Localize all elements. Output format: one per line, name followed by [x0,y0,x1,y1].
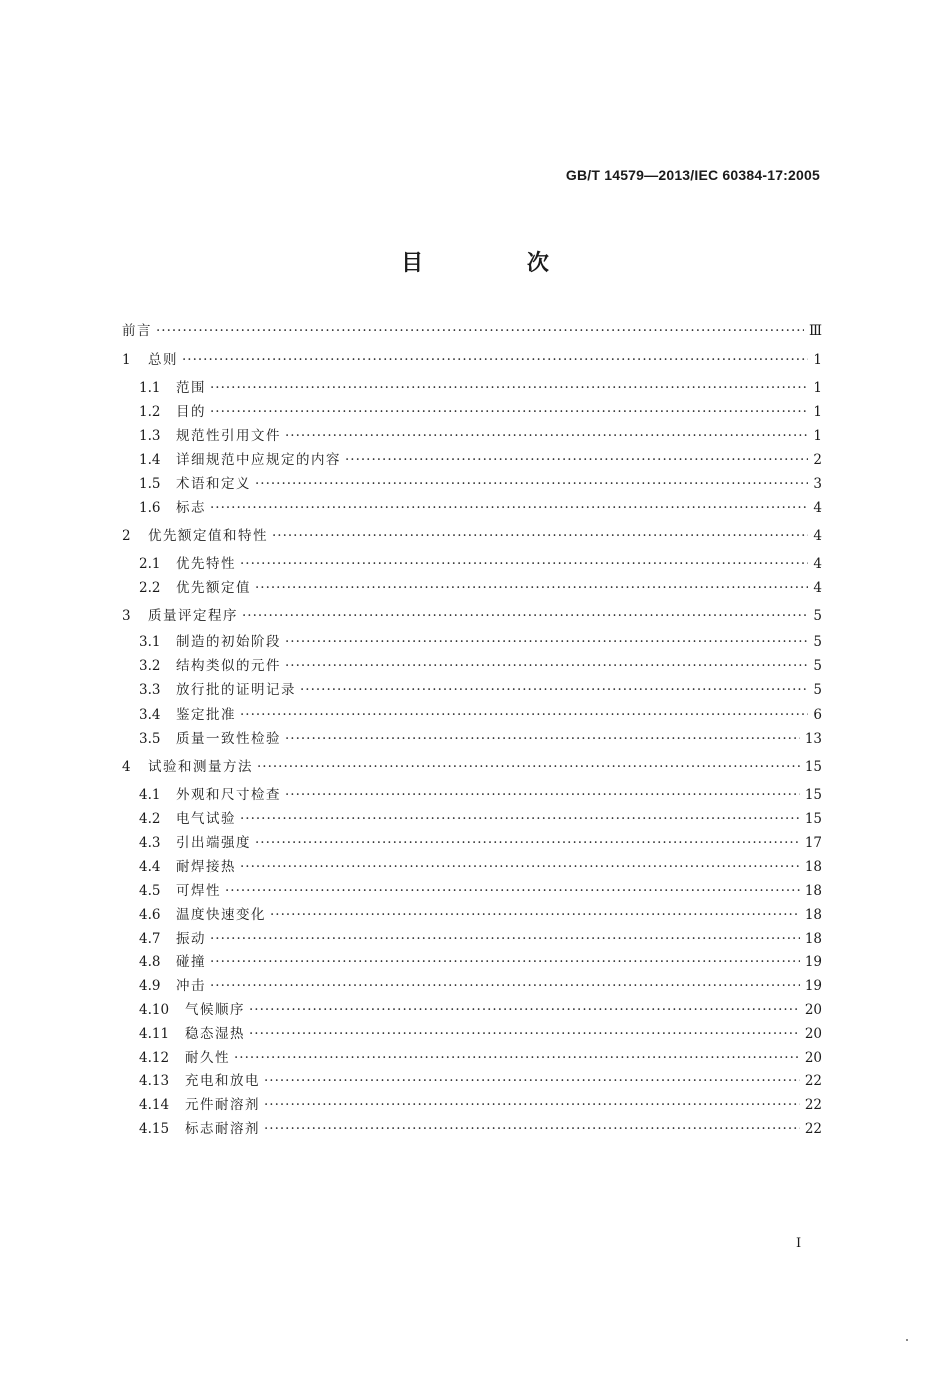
toc-leader-dots [210,976,800,996]
toc-entry-page: 1 [810,426,822,446]
toc-entry [0,426,950,446]
toc-entry [0,952,950,972]
toc-entry-label: 总则 [148,350,182,370]
toc-entry-page: 4 [810,554,822,574]
toc-entry-number: 4.15 [139,1121,170,1137]
toc-leader-dots [210,378,808,398]
toc-entry [0,402,950,422]
toc-entry-number: 4.4 [139,859,161,875]
toc-entry [0,905,950,925]
toc-entry-number: 1.6 [139,500,161,516]
toc-leader-dots [264,1071,800,1091]
toc-entry-number: 3.3 [139,682,161,698]
toc-leader-dots [255,474,808,494]
toc-entry-page: Ⅲ [806,321,822,341]
toc-entry-label: 详细规范中应规定的内容 [176,450,345,470]
toc-entry [0,321,950,341]
toc-leader-dots [345,450,808,470]
toc-leader-dots [210,498,808,518]
toc-leader-dots [182,350,808,370]
toc-entry-label: 前言 [122,321,156,341]
toc-entry-page: 5 [810,680,822,700]
toc-entry-label: 碰撞 [176,952,210,972]
toc-entry-label: 结构类似的元件 [176,656,285,676]
toc-entry-number: 3.5 [139,731,161,747]
toc-entry [0,785,950,805]
toc-entry-page: 2 [810,450,822,470]
toc-leader-dots [225,881,800,901]
toc-entry-label: 引出端强度 [176,833,255,853]
toc-leader-dots [285,426,808,446]
toc-entry-label: 稳态湿热 [185,1024,249,1044]
toc-leader-dots [240,705,808,725]
toc-entry-label: 冲击 [176,976,210,996]
toc-entry-number: 4.13 [139,1073,170,1089]
toc-entry-label: 气候顺序 [185,1000,249,1020]
toc-entry-number: 3.4 [139,707,161,723]
toc-leader-dots [255,833,800,853]
toc-entry-number: 4.5 [139,883,161,899]
toc-entry-number: 4.11 [139,1026,170,1042]
toc-entry-number: 2.2 [139,580,161,596]
toc-entry [0,656,950,676]
toc-entry [0,809,950,829]
toc-entry-number: 4.14 [139,1097,170,1113]
toc-entry-label: 优先额定值和特性 [148,526,272,546]
toc-leader-dots [285,656,808,676]
toc-entry-page: 22 [802,1119,822,1139]
toc-entry-label: 质量一致性检验 [176,729,285,749]
toc-entry-number: 1.4 [139,452,161,468]
toc-entry-label: 耐久性 [185,1048,234,1068]
toc-entry-page: 13 [802,729,822,749]
toc-entry-page: 20 [802,1048,822,1068]
toc-entry-page: 15 [802,785,822,805]
toc-leader-dots [264,1119,800,1139]
toc-leader-dots [264,1095,800,1115]
toc-entry-page: 5 [810,606,822,626]
toc-entry-label: 充电和放电 [185,1071,264,1091]
toc-entry-label: 外观和尺寸检查 [176,785,285,805]
toc-entry-number: 4.3 [139,835,161,851]
toc-entry [0,929,950,949]
toc-entry-page: 22 [802,1095,822,1115]
toc-entry [0,729,950,749]
toc-leader-dots [240,554,808,574]
toc-entry [0,881,950,901]
toc-entry-label: 质量评定程序 [148,606,242,626]
toc-entry [0,1048,950,1068]
toc-entry-number: 4 [122,759,131,775]
toc-entry-page: 1 [810,402,822,422]
toc-entry-page: 22 [802,1071,822,1091]
toc-leader-dots [156,321,804,341]
toc-entry-page: 4 [810,578,822,598]
toc-entry-label: 耐焊接热 [176,857,240,877]
toc-entry-page: 5 [810,656,822,676]
toc-entry [0,474,950,494]
toc-leader-dots [240,857,800,877]
toc-entry-number: 1.5 [139,476,161,492]
toc-entry-label: 规范性引用文件 [176,426,285,446]
toc-entry-number: 4.12 [139,1050,170,1066]
toc-entry-label: 试验和测量方法 [148,757,257,777]
toc-leader-dots [257,757,800,777]
toc-title: 目 次 [401,250,597,276]
toc-entry [0,498,950,518]
toc-entry [0,632,950,652]
toc-leader-dots [272,526,808,546]
toc-entry-number: 3.2 [139,658,161,674]
toc-entry-label: 标志 [176,498,210,518]
toc-entry [0,578,950,598]
toc-entry-number: 1.1 [139,380,161,396]
toc-entry-page: 18 [802,929,822,949]
toc-leader-dots [234,1048,800,1068]
toc-entry [0,1071,950,1091]
toc-entry [0,833,950,853]
toc-entry-label: 元件耐溶剂 [185,1095,264,1115]
toc-leader-dots [300,680,808,700]
toc-leader-dots [210,952,800,972]
toc-entry-number: 1 [122,352,131,368]
scan-speck [906,1339,908,1341]
toc-entry [0,1095,950,1115]
toc-leader-dots [240,809,800,829]
toc-entry [0,1000,950,1020]
toc-entry-page: 1 [810,378,822,398]
toc-entry-number: 4.7 [139,931,161,947]
toc-entry [0,526,950,546]
toc-entry-label: 振动 [176,929,210,949]
toc-entry-page: 18 [802,905,822,925]
toc-leader-dots [249,1000,800,1020]
toc-entry [0,350,950,370]
standard-code: GB/T 14579—2013/IEC 60384-17:2005 [565,167,820,183]
toc-entry-label: 电气试验 [176,809,240,829]
toc-entry-page: 19 [802,952,822,972]
toc-entry-number: 3 [122,608,131,624]
toc-entry-number: 4.10 [139,1002,170,1018]
toc-entry-page: 4 [810,526,822,546]
toc-entry-page: 4 [810,498,822,518]
toc-entry-label: 放行批的证明记录 [176,680,300,700]
toc-entry [0,976,950,996]
toc-entry-label: 术语和定义 [176,474,255,494]
toc-entry-number: 1.2 [139,404,161,420]
toc-entry-label: 目的 [176,402,210,422]
toc-entry [0,606,950,626]
toc-entry-page: 18 [802,881,822,901]
toc-entry [0,1024,950,1044]
toc-leader-dots [210,929,800,949]
toc-entry [0,1119,950,1139]
toc-entry-number: 2.1 [139,556,161,572]
toc-entry-page: 19 [802,976,822,996]
toc-entry-label: 可焊性 [176,881,225,901]
toc-entry-number: 4.1 [139,787,161,803]
toc-entry-number: 3.1 [139,634,161,650]
toc-entry-number: 4.2 [139,811,161,827]
toc-entry [0,705,950,725]
toc-entry-label: 制造的初始阶段 [176,632,285,652]
toc-leader-dots [270,905,800,925]
toc-entry-page: 6 [810,705,822,725]
toc-entry-page: 15 [802,809,822,829]
toc-entry-page: 18 [802,857,822,877]
toc-entry-page: 20 [802,1000,822,1020]
toc-entry-page: 15 [802,757,822,777]
toc-entry-number: 4.9 [139,978,161,994]
toc-entry-page: 5 [810,632,822,652]
toc-entry-page: 20 [802,1024,822,1044]
page-number: I [796,1236,802,1251]
toc-leader-dots [285,785,800,805]
toc-entry-number: 1.3 [139,428,161,444]
toc-leader-dots [285,632,808,652]
toc-leader-dots [242,606,808,626]
toc-entry-page: 1 [810,350,822,370]
toc-leader-dots [249,1024,800,1044]
toc-entry-number: 4.6 [139,907,161,923]
toc-entry [0,857,950,877]
toc-entry-number: 2 [122,528,131,544]
toc-entry [0,554,950,574]
toc-entry-page: 3 [810,474,822,494]
toc-entry-label: 标志耐溶剂 [185,1119,264,1139]
toc-entry [0,450,950,470]
toc-entry-label: 温度快速变化 [176,905,270,925]
toc-leader-dots [210,402,808,422]
toc-entry-number: 4.8 [139,954,161,970]
toc-entry-label: 鉴定批准 [176,705,240,725]
toc-leader-dots [255,578,808,598]
toc-entry-label: 优先特性 [176,554,240,574]
toc-entry [0,378,950,398]
toc-entry-label: 范围 [176,378,210,398]
toc-entry [0,757,950,777]
toc-entry-page: 17 [802,833,822,853]
toc-leader-dots [285,729,800,749]
toc-entry [0,680,950,700]
toc-entry-label: 优先额定值 [176,578,255,598]
